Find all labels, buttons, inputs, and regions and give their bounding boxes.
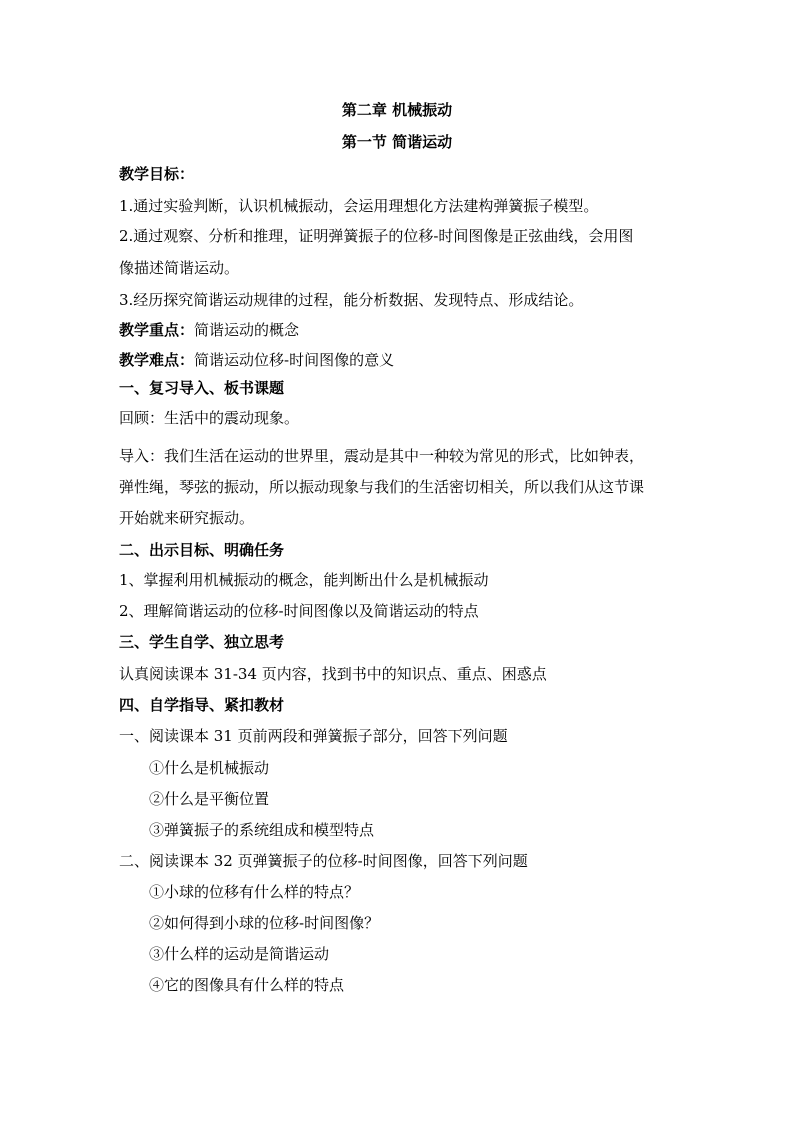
key-point-label: 教学重点：	[119, 321, 195, 339]
objectives-heading: 教学目标：	[119, 165, 195, 183]
part4-heading: 四、自学指导、紧扣教材	[119, 696, 285, 714]
difficulty-text: 简谐运动位移-时间图像的意义	[194, 351, 395, 369]
guide-1-question-3: ③弹簧振子的系统组成和模型特点	[149, 821, 375, 839]
intro-line-1: 导入：我们生活在运动的世界里，震动是其中一种较为常见的形式，比如钟表，	[119, 447, 645, 465]
task-2: 2、理解简谐运动的位移-时间图像以及简谐运动的特点	[119, 602, 479, 620]
guide-2: 二、阅读课本 32 页弹簧振子的位移-时间图像，回答下列问题	[119, 852, 528, 870]
review-text: 回顾：生活中的震动现象。	[119, 409, 300, 427]
difficulty	[119, 350, 394, 370]
chapter-title: 第二章 机械振动	[341, 101, 453, 119]
section-title: 第一节 简谐运动	[341, 133, 453, 151]
objective-1: 1.通过实验判断，认识机械振动，会运用理想化方法建构弹簧振子模型。	[119, 197, 599, 215]
guide-2-question-1: ①小球的位移有什么样的特点？	[149, 883, 360, 901]
key-point	[119, 320, 299, 340]
guide-1-question-1: ①什么是机械振动	[149, 759, 270, 777]
selfstudy-text: 认真阅读课本 31-34 页内容，找到书中的知识点、重点、困惑点	[119, 665, 547, 683]
difficulty-label: 教学难点：	[119, 351, 195, 369]
guide-2-question-2: ②如何得到小球的位移-时间图像？	[149, 914, 380, 932]
guide-1-question-2: ②什么是平衡位置	[149, 790, 270, 808]
key-point-text: 简谐运动的概念	[194, 321, 300, 339]
objective-2-line-2: 像描述简谐运动。	[119, 259, 240, 277]
intro-line-3: 开始就来研究振动。	[119, 509, 255, 527]
part2-heading: 二、出示目标、明确任务	[119, 541, 285, 559]
guide-2-question-3: ③什么样的运动是简谐运动	[149, 945, 330, 963]
objective-2-line-1: 2.通过观察、分析和推理，证明弹簧振子的位移-时间图像是正弦曲线，会用图	[119, 227, 634, 245]
part1-heading: 一、复习导入、板书课题	[119, 379, 285, 397]
task-1: 1、掌握利用机械振动的概念，能判断出什么是机械振动	[119, 571, 489, 589]
guide-1: 一、阅读课本 31 页前两段和弹簧振子部分，回答下列问题	[119, 727, 508, 745]
objective-3: 3.经历探究简谐运动规律的过程，能分析数据、发现特点、形成结论。	[119, 291, 584, 309]
part3-heading: 三、学生自学、独立思考	[119, 633, 285, 651]
guide-2-question-4: ④它的图像具有什么样的特点	[149, 976, 345, 994]
intro-line-2: 弹性绳，琴弦的振动，所以振动现象与我们的生活密切相关，所以我们从这节课	[119, 478, 645, 496]
